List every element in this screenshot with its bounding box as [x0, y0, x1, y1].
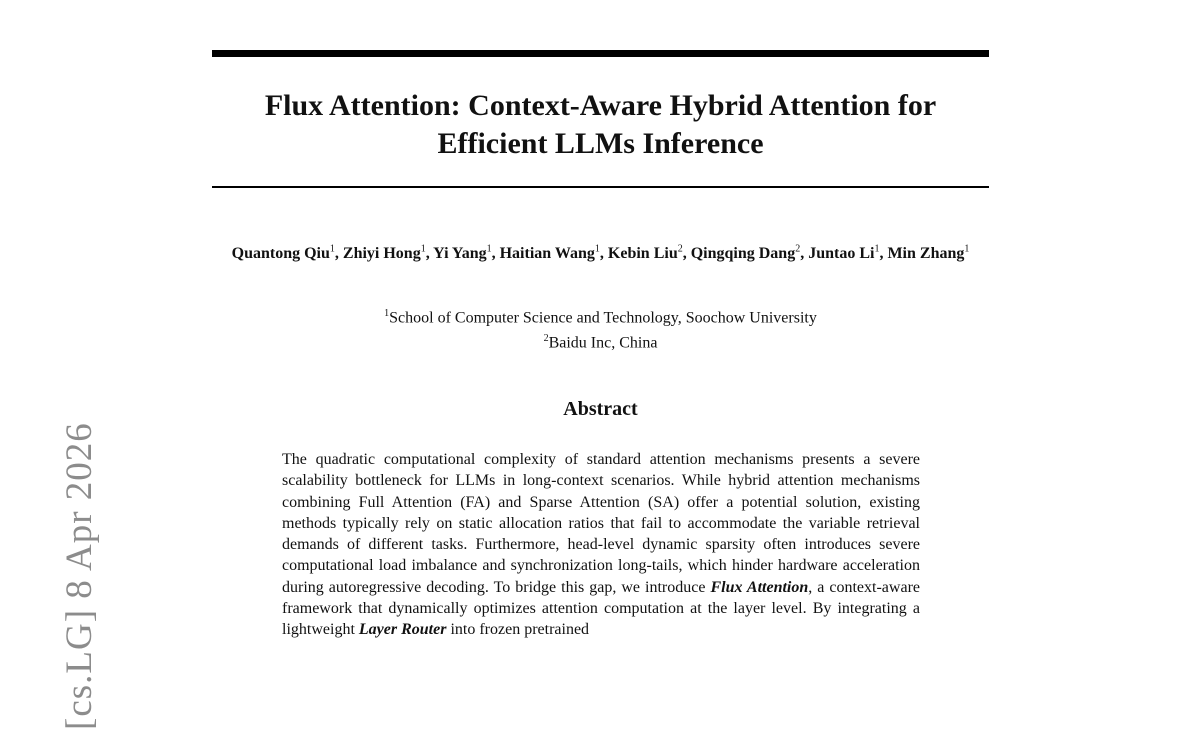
title-rule: [212, 186, 989, 188]
author-list: [212, 239, 989, 264]
affiliation: $^1$School of Computer Science and Technology, Soochow University: [384, 308, 817, 327]
arxiv-side-stamp: [cs.LG] 8 Apr 2026: [59, 422, 100, 730]
affiliation-list: [212, 303, 989, 354]
author: Haitian Wang$^1$,: [499, 244, 608, 263]
author: Min Zhang$^1$: [887, 244, 970, 263]
author: Zhiyi Hong$^1$,: [342, 244, 434, 263]
abstract-text: The quadratic computational complexity of standard attention mechanisms presents a severe scalability bottleneck for LLMs in long-context scenarios. While hybrid attention mechanisms combining Full Attention (FA) and Sparse Attention (SA) offer a potential solution, existing methods typically rely on static allocation ratios that fail to accommodate the variable retrieval demands of different tasks. Furthermore, head-level dynamic sparsity often introduces severe computational load imbalance and synchronization long-tails, which hinder hardware acceleration during autoregressive decoding. To bridge this gap, we introduce Flux Attention, a context-aware framework that dynamically optimizes attention computation at the layer level. By integrating a lightweight Layer Router into frozen pretrained: [282, 451, 920, 639]
author: Kebin Liu$^2$,: [607, 244, 691, 263]
emphasis-flux-attention: Flux Attention: [710, 578, 809, 596]
affiliation: $^2$Baidu Inc, China: [543, 333, 658, 352]
author: Yi Yang$^1$,: [433, 244, 500, 263]
top-rule: [212, 50, 989, 57]
author: Juntao Li$^1$,: [808, 244, 888, 263]
emphasis-layer-router: Layer Router: [358, 621, 447, 639]
paper-title: [212, 87, 989, 163]
title-line-1: Flux Attention: Context-Aware Hybrid Attention for: [264, 89, 937, 122]
author: Quantong Qiu$^1$,: [231, 244, 343, 263]
abstract-heading: Abstract: [563, 398, 638, 420]
title-line-2: Efficient LLMs Inference: [437, 127, 764, 160]
author: Qingqing Dang$^2$,: [690, 244, 809, 263]
